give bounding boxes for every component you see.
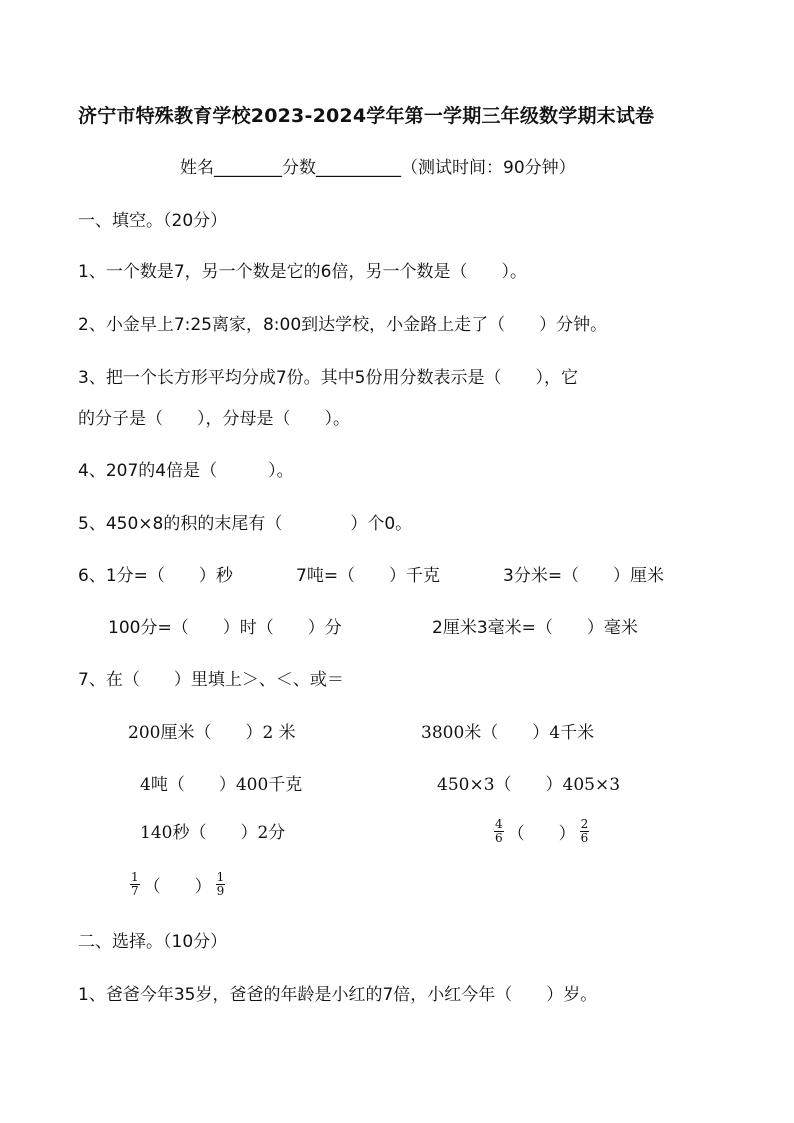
question-1-3-line2: 的分子是（ ），分母是（ ）。 xyxy=(78,409,350,429)
compare-item-1: 200厘米（ ）2 米 xyxy=(128,723,296,743)
fraction-denominator: 6 xyxy=(495,831,503,845)
fraction-right xyxy=(580,818,590,845)
compare-item-4: 450×3（ ）405×3 xyxy=(437,775,621,795)
question-1-1: 1、一个数是7，另一个数是它的6倍，另一个数是（ ）。 xyxy=(78,262,527,282)
question-1-7-heading: 7、在（ ）里填上＞、＜、或＝ xyxy=(78,670,344,690)
question-1-6-b: 7吨=（ ）千克 xyxy=(296,566,441,586)
question-1-6-e: 2厘米3毫米=（ ）毫米 xyxy=(432,618,638,638)
student-info-line: 姓名________分数__________（测试时间：90分钟） xyxy=(180,158,576,178)
compare-paren: （ ） xyxy=(507,824,576,844)
fraction-numerator: 1 xyxy=(131,870,139,884)
question-2-1: 1、爸爸今年35岁，爸爸的年龄是小红的7倍，小红今年（ ）岁。 xyxy=(78,985,598,1005)
fraction-denominator: 7 xyxy=(131,884,139,898)
compare-fraction-item-2 xyxy=(130,871,225,898)
compare-fraction-item-1 xyxy=(494,818,589,845)
compare-item-2: 3800米（ ）4千米 xyxy=(421,723,595,743)
compare-item-3: 4吨（ ）400千克 xyxy=(140,775,303,795)
fraction-numerator: 4 xyxy=(495,817,503,831)
fraction-denominator: 9 xyxy=(216,884,225,898)
fraction-numerator: 1 xyxy=(216,870,225,884)
fraction-left xyxy=(130,871,140,898)
section-1-heading: 一、填空。（20分） xyxy=(78,211,228,231)
fraction-numerator: 2 xyxy=(580,817,589,831)
fraction-denominator: 6 xyxy=(580,831,589,845)
section-2-heading: 二、选择。（10分） xyxy=(78,932,228,952)
question-1-5: 5、450×8的积的末尾有（ ）个0。 xyxy=(78,514,413,534)
question-1-2: 2、小金早上7:25离家，8:00到达学校，小金路上走了（ ）分钟。 xyxy=(78,315,608,335)
question-1-3-line1: 3、把一个长方形平均分成7份。其中5份用分数表示是（ ），它 xyxy=(78,368,578,388)
question-1-4: 4、207的4倍是（ ）。 xyxy=(78,461,294,481)
fraction-left xyxy=(494,818,504,845)
question-1-6-a: 6、1分=（ ）秒 xyxy=(78,566,233,586)
exam-title: 济宁市特殊教育学校2023-2024学年第一学期三年级数学期末试卷 xyxy=(78,105,655,127)
compare-paren: （ ） xyxy=(143,877,212,897)
fraction-right xyxy=(216,871,226,898)
question-1-6-d: 100分=（ ）时（ ）分 xyxy=(108,618,342,638)
compare-item-5: 140秒（ ）2分 xyxy=(140,823,286,843)
question-1-6-c: 3分米=（ ）厘米 xyxy=(503,566,665,586)
